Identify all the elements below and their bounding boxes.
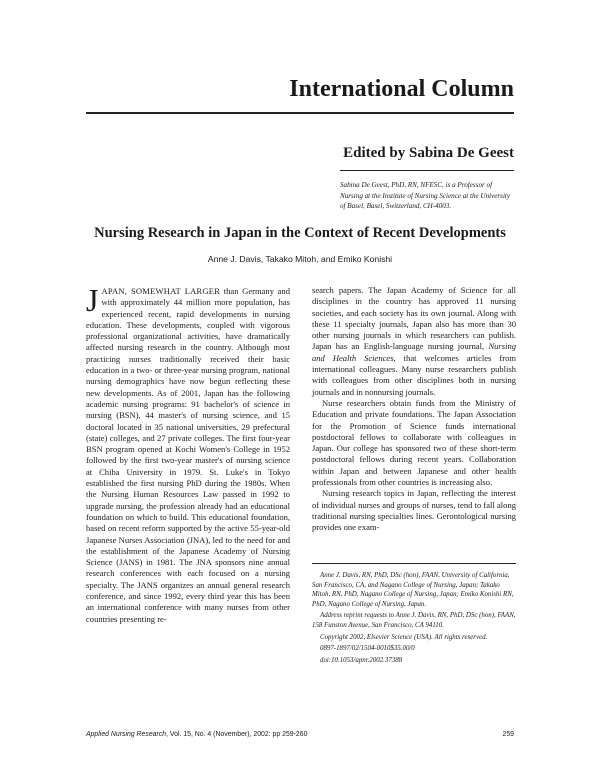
page-number: 259 [502,731,514,738]
reprint-address: Address reprint requests to Anne J. Davis, RN, PhD, DSc (hon), FAAN, 158 Funston Avenue, San Francisco, CA 94110. [312,612,516,629]
footnotes [312,571,518,667]
footer-journal: Applied Nursing Research [86,731,167,738]
editor-bio: Sabina De Geest, PhD, RN, NFESC, is a Professor of Nursing at the Institute of Nursing Science at the University of Basel, Basel, Switzerland, CH-4003. [340,181,511,210]
article-authors: Anne J. Davis, Takako Mitoh, and Emiko Konishi [207,254,393,264]
body-column-left [86,282,290,625]
body-paragraph [312,285,516,398]
lead-in-caps: APAN, SOMEWHAT LARGER [101,286,221,296]
editor-rule [340,170,514,171]
paragraph-text: search papers. The Japan Academy of Science for all disciplines in the country has approved 11 nursing societies, and each society has its own journal. Along with these 11 specialty journals, Japan also has more than 30 other nursing journals in which researchers can publish. Japan has an English-language nursing journal, [312,285,516,352]
top-rule [86,112,514,114]
section-title: International Column [289,76,514,102]
footer-volume: , Vol. 15, No. 4 (November), 2002: pp 259-260 [166,731,308,738]
drop-cap: J [86,282,99,318]
copyright-line: Copyright 2002, Elsevier Science (USA). All rights reserved. [320,633,488,641]
paragraph-text: , that welcomes articles from international colleagues. Many nurse researchers publish with colleagues from other disciplines both in nursing journals and in nonnursing journals. [312,352,516,397]
journal-name: Nursing and Health Sciences [312,341,516,363]
body-paragraph: Nurse researchers obtain funds from the Ministry of Education and private foundations. The Japan Association for the Promotion of Science funds international postdoctoral fellows to collaborate with colleagues in Japan. Our college has sponsored two of these short-term postdoctoral fellows during recent years. Collaboration within Japan and between Japanese and other health professionals from other countries is increasing also. [312,397,516,488]
issn-line: 0897-1897/02/1504-0010$35.00/0 [320,645,415,653]
paragraph-text: than Germany and with approximately 44 million more population, has experienced recent, rapid developments in nursing education. These developments, coupled with vigorous professional organizational activities, have dramatically affected nursing research in the country. Although most practicing nurses traditionally received their basic education in a two- or three-year nursing program, national nursing demographics have now begun reflecting these new developments. As of 2001, Japan has the following academic nursing programs: 91 bachelor's of science in nursing (BSN), 44 master's of nursing science, and 15 doctoral located in 35 national universities, 29 prefectural (state) colleges, and 27 private colleges. The first four-year BSN program opened at Kochi Women's College in 1952 followed by the first two-year master's of nursing science at Chiba University in 1979. St. Luke's in Tokyo established the first nursing PhD during the 1980s. When the Nursing Human Resources Law passed in 1992 to upgrade nursing, the profession already had an educational foundation on which to build. This educational foundation, based on recent reform supported by the active 55-year-old Japanese Nurses Association (JNA), led to the need for and the establishment of the Japanese Academy of Nursing Science (JANS) in 1981. The JNA sponsors nine annual research conferences with each focused on a nursing specialty. The JANS organizes an annual general research conference, and since 1992, every third year this has been an international conference with many nurses from other countries presenting re- [86,286,290,624]
editor-line: Edited by Sabina De Geest [343,145,514,161]
body-column-right [312,285,516,534]
author-affiliations: Anne J. Davis, RN, PhD, DSc (hon), FAAN, University of California, San Francisco, CA, and Nagano College of Nursing, Japan; Takako Mitoh, RN, PhD, Nagano College of Nursing, Japan; Emiko Konishi RN, PhD, Nagano College of Nursing, Japan. [312,572,514,608]
doi-line: doi:10.1053/apnr.2002.37388 [320,656,403,664]
footer-citation [86,731,307,738]
body-paragraph: Nursing research topics in Japan, reflecting the interest of individual nurses and groups of nurses, tend to fall along traditional nursing specialties lines. Gerontological nursing provides one exam- [312,488,516,533]
body-paragraph [86,282,290,625]
article-title: Nursing Research in Japan in the Context of Recent Developments [94,225,506,241]
footnote-rule [312,563,516,564]
